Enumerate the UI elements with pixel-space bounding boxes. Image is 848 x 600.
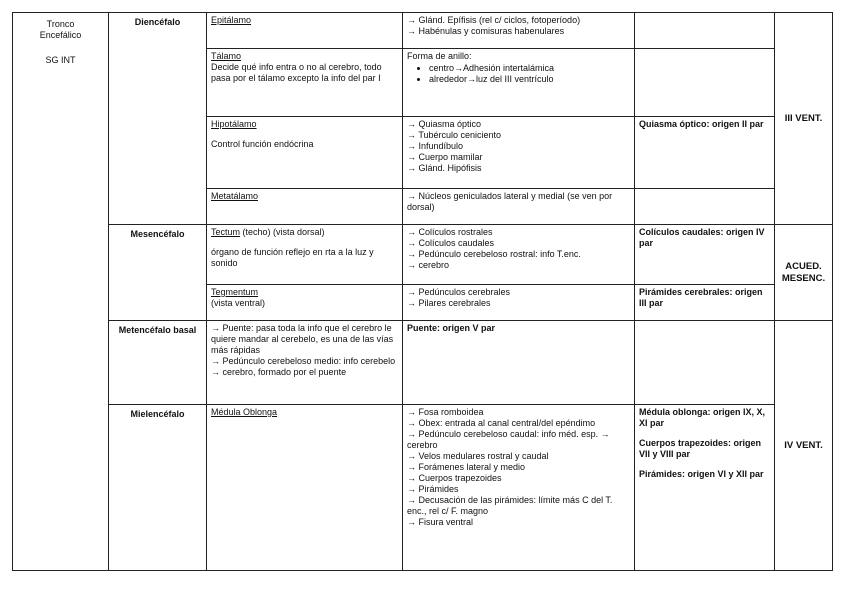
list-item: → Velos medulares rostral y caudal: [407, 451, 549, 461]
list-item: → Habénulas y comisuras habenulares: [407, 26, 565, 36]
list-item: → Fosa romboidea: [407, 407, 484, 417]
origin-cell: [635, 189, 775, 225]
part-description: Decide qué info entra o no al cerebro, todo pasa por el tálamo excepto la info del par I: [211, 62, 382, 83]
ventricle-cell: III VENT.: [775, 13, 833, 225]
origin-note: Médula oblonga: origen IX, X, XI par: [639, 407, 766, 428]
section-metencefalo: Metencéfalo basal: [109, 321, 207, 405]
part-cell: [207, 13, 403, 49]
origin-cell: [635, 405, 775, 571]
part-description: órgano de función reflejo en rta a la luz y sonido: [211, 247, 374, 268]
part-cell: [207, 285, 403, 321]
part-description: Control función endócrina: [211, 139, 314, 149]
part-title: Tálamo: [211, 51, 242, 61]
origin-cell: [635, 13, 775, 49]
section-diencefalo: Diencéfalo: [109, 13, 207, 225]
part-title: Epitálamo: [211, 15, 252, 25]
origin-cell: Quiasma óptico: origen II par: [635, 117, 775, 189]
list-item: → Glánd. Hipófisis: [407, 163, 482, 173]
list-item: → Tubérculo ceniciento: [407, 130, 502, 140]
brainstem-table: [12, 12, 833, 571]
origin-note: Cuerpos trapezoides: origen VII y VIII par: [639, 438, 762, 459]
table-row: [13, 225, 833, 285]
list-item: • centro→Adhesión intertalámica: [429, 63, 630, 74]
origin-cell: Pirámides cerebrales: origen III par: [635, 285, 775, 321]
part-title-suffix: (techo) (vista dorsal): [240, 227, 325, 237]
section-mesencefalo: Mesencéfalo: [109, 225, 207, 321]
list-item: → Pilares cerebrales: [407, 298, 491, 308]
origin-cell: [635, 321, 775, 405]
part-title: Hipotálamo: [211, 119, 257, 129]
origin-cell: Colículos caudales: origen IV par: [635, 225, 775, 285]
list-item: → Infundíbulo: [407, 141, 464, 151]
part-title: Médula Oblonga: [211, 407, 278, 417]
list-item: → Pedúnculo cerebeloso rostral: info T.enc.: [407, 249, 581, 259]
items-cell: [403, 405, 635, 571]
bullet-list: [407, 63, 630, 85]
table-row: [13, 321, 833, 405]
list-item: → Pirámides: [407, 484, 459, 494]
part-cell: [207, 49, 403, 117]
origin-note: Pirámides: origen VI y XII par: [639, 469, 764, 479]
items-cell: [403, 117, 635, 189]
list-item: → Fisura ventral: [407, 517, 474, 527]
part-description: → Puente: pasa toda la info que el cerebro le quiere mandar al cerebelo, es una de las vías más rápidas → Pedúnculo cerebeloso medio: info cerebelo → cerebro, formado por el puente: [207, 321, 403, 405]
part-cell: [207, 117, 403, 189]
part-title: Tectum: [211, 227, 241, 237]
origin-cell: [635, 49, 775, 117]
part-title: Metatálamo: [211, 191, 259, 201]
list-item: → cerebro: [407, 260, 450, 270]
list-intro: Forma de anillo:: [407, 51, 472, 61]
list-item: → Colículos rostrales: [407, 227, 493, 237]
ventricle-cell: IV VENT.: [775, 321, 833, 571]
region-title-line1: Tronco: [46, 19, 75, 29]
list-item: → Glánd. Epífisis (rel c/ ciclos, fotoperíodo): [407, 15, 581, 25]
items-cell: [403, 285, 635, 321]
ventricle-cell: ACUED. MESENC.: [775, 225, 833, 321]
part-description: (vista ventral): [211, 298, 266, 308]
list-item: → Cuerpo mamilar: [407, 152, 483, 162]
items-cell: Puente: origen V par: [403, 321, 635, 405]
items-cell: [403, 189, 635, 225]
table-row: [13, 13, 833, 49]
list-item: → Cuerpos trapezoides: [407, 473, 502, 483]
list-item: → Obex: entrada al canal central/del epéndimo: [407, 418, 596, 428]
list-item: → Colículos caudales: [407, 238, 495, 248]
part-cell: [207, 405, 403, 571]
list-item: → Pedúnculos cerebrales: [407, 287, 511, 297]
region-cell: [13, 13, 109, 571]
items-cell: [403, 49, 635, 117]
list-item: • alrededor→luz del III ventrículo: [429, 74, 630, 85]
list-item: → Forámenes lateral y medio: [407, 462, 526, 472]
region-subtitle: SG INT: [45, 55, 76, 65]
table-row: [13, 405, 833, 571]
items-cell: [403, 13, 635, 49]
list-item: → Quiasma óptico: [407, 119, 482, 129]
section-mielencefalo: Mielencéfalo: [109, 405, 207, 571]
region-title-line2: Encefálico: [39, 30, 82, 40]
part-title: Tegmentum: [211, 287, 259, 297]
list-item: → Núcleos geniculados lateral y medial (se ven por dorsal): [407, 191, 613, 212]
items-cell: [403, 225, 635, 285]
list-item: → Pedúnculo cerebeloso caudal: info méd. esp. → cerebro: [407, 429, 610, 450]
list-item: → Decusación de las pirámides: límite más C del T. enc., rel c/ F. magno: [407, 495, 613, 516]
part-cell: [207, 189, 403, 225]
part-cell: [207, 225, 403, 285]
